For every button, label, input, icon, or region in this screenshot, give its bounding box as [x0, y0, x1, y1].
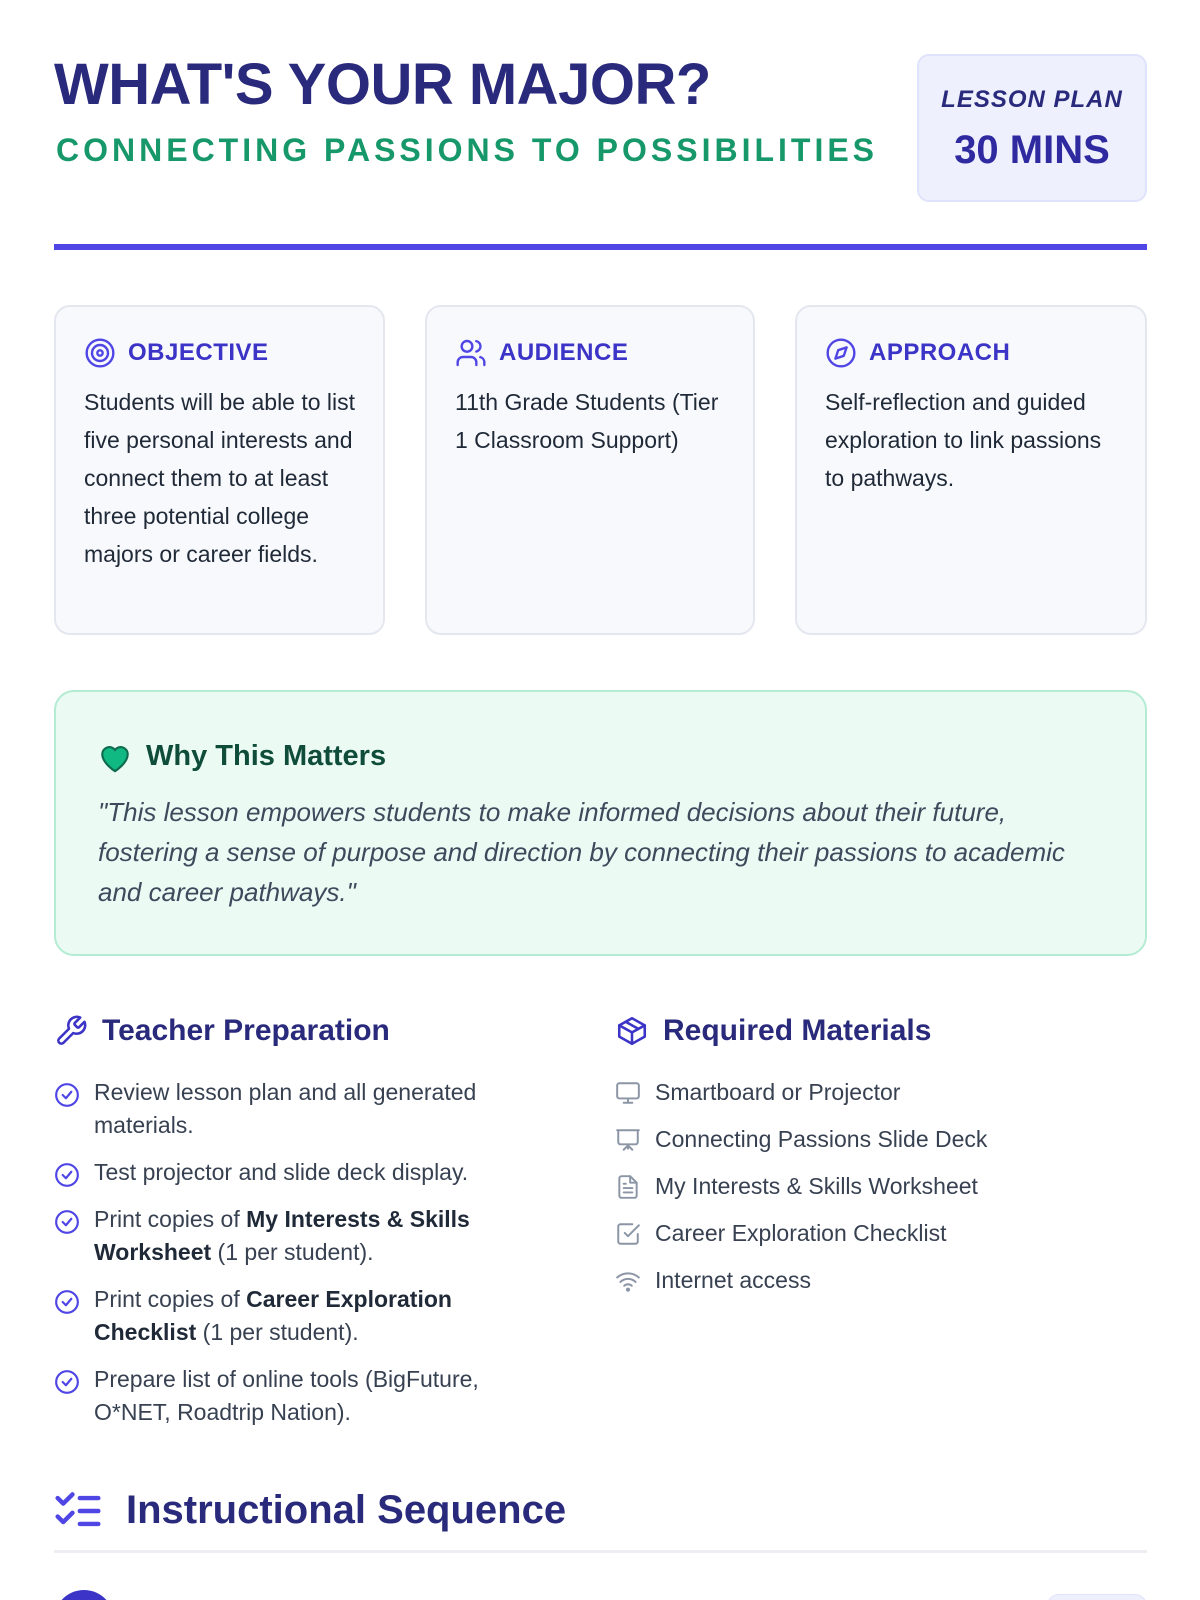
list-item [54, 1076, 524, 1142]
item-text: Prepare list of online tools (BigFuture, O*NET, Roadtrip Nation). [94, 1366, 479, 1425]
item-text-tail: (1 per student). [196, 1319, 359, 1345]
check-circle-icon [54, 1209, 80, 1235]
materials-list [615, 1076, 1135, 1311]
section-title: Teacher Preparation [102, 1014, 390, 1047]
card-header [84, 337, 269, 369]
item-text: Career Exploration Checklist [655, 1220, 947, 1246]
item-text: Review lesson plan and all generated materials. [94, 1079, 477, 1138]
why-header [98, 740, 386, 773]
why-this-matters-panel [54, 690, 1147, 956]
item-bold-text: Career Exploration Checklist [94, 1286, 452, 1345]
card-body: Students will be able to list five personal interests and connect them to at least three potential college majors or career fields. [84, 389, 356, 567]
section-title: Required Materials [663, 1014, 932, 1047]
sequence-divider [54, 1550, 1147, 1553]
page-subtitle: CONNECTING PASSIONS TO POSSIBILITIES [56, 132, 879, 168]
list-item [54, 1283, 524, 1349]
duration-badge [917, 54, 1147, 202]
badge-label: LESSON PLAN [941, 86, 1123, 113]
wrench-icon [54, 1014, 88, 1048]
item-text: My Interests & Skills Worksheet [655, 1173, 978, 1199]
list-item [54, 1156, 524, 1189]
card-body: Self-reflection and guided exploration to link passions to pathways. [825, 389, 1102, 491]
preparation-list [54, 1076, 524, 1443]
card-header [455, 337, 628, 369]
why-title: Why This Matters [146, 740, 387, 772]
item-text: Smartboard or Projector [655, 1079, 901, 1105]
list-item [615, 1170, 1135, 1203]
users-icon [455, 337, 487, 369]
item-text: Print copies of [94, 1206, 247, 1232]
monitor-icon [615, 1080, 641, 1106]
list-item [54, 1363, 524, 1429]
approach-card [795, 305, 1147, 635]
badge-value: 30 MINS [954, 128, 1110, 172]
check-circle-icon [54, 1082, 80, 1108]
list-item [615, 1264, 1135, 1297]
list-item [615, 1217, 1135, 1250]
teacher-preparation-header [54, 1014, 390, 1048]
list-item [54, 1203, 524, 1269]
heart-icon [98, 741, 132, 773]
compass-icon [825, 337, 857, 369]
header-divider [54, 244, 1147, 250]
objective-card [54, 305, 385, 635]
check-circle-icon [54, 1162, 80, 1188]
card-title: AUDIENCE [499, 339, 629, 366]
item-text: Test projector and slide deck display. [94, 1159, 469, 1185]
header [54, 50, 1147, 205]
target-icon [84, 337, 116, 369]
card-header [825, 337, 1010, 369]
presentation-icon [615, 1127, 641, 1153]
step-number-circle [54, 1590, 114, 1600]
document-icon [615, 1174, 641, 1200]
list-item [615, 1076, 1135, 1109]
checkbox-icon [615, 1221, 641, 1247]
item-text: Print copies of [94, 1286, 247, 1312]
item-text-tail: (1 per student). [211, 1239, 374, 1265]
list-checks-icon [54, 1490, 102, 1532]
step-time-pill [1047, 1594, 1147, 1600]
item-text: Internet access [655, 1267, 811, 1293]
card-title: OBJECTIVE [128, 339, 269, 366]
required-materials-header [615, 1014, 931, 1048]
wifi-icon [615, 1268, 641, 1294]
item-text: Connecting Passions Slide Deck [655, 1126, 988, 1152]
why-quote: "This lesson empowers students to make informed decisions about their future, fostering a sense of purpose and direction by connecting their passions to academic and career pathways." [98, 797, 1065, 907]
instructional-sequence-header [54, 1488, 566, 1533]
check-circle-icon [54, 1289, 80, 1315]
card-title: APPROACH [869, 339, 1011, 366]
list-item [615, 1123, 1135, 1156]
item-bold-text: My Interests & Skills Worksheet [94, 1206, 470, 1265]
audience-card [425, 305, 755, 635]
page-title: WHAT'S YOUR MAJOR? [54, 52, 711, 117]
package-icon [615, 1014, 649, 1048]
card-body: 11th Grade Students (Tier 1 Classroom Support) [455, 389, 719, 453]
section-title: Instructional Sequence [126, 1488, 567, 1532]
check-circle-icon [54, 1369, 80, 1395]
